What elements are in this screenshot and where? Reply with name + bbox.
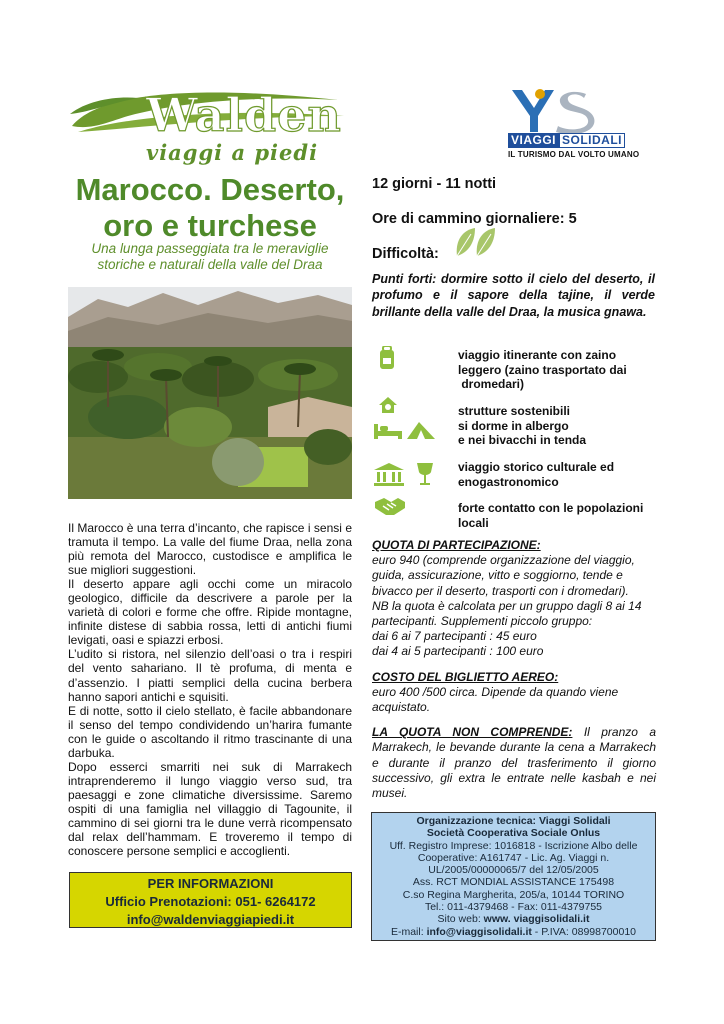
feature-line: viaggio storico culturale ed [458,460,615,474]
viaggi-solidali-logo [504,86,654,162]
difficulty-label: Difficoltà: [372,246,439,262]
org-email-row [372,926,655,938]
vs-wordmark [508,133,625,148]
org-line: UL/2005/00000065/7 del 12/05/2005 [428,864,599,877]
info-heading: PER INFORMAZIONI [147,876,274,891]
excluded-text: Il pranzo a Marrakech, le bevande durante la cena a Marrakech e durante il pranzo del trasferimento il giorno successivo, gli extra le entrate nelle kasbah e nei musei. [372,725,656,801]
eco-house-icon [378,396,398,414]
draa-valley-photo [68,287,352,499]
wine-glass-icon [415,462,435,486]
walden-logo [68,82,348,170]
quota-heading: QUOTA DI PARTECIPAZIONE: [372,538,541,552]
feature-line: dromedari) [458,377,525,391]
feature-culture [458,460,668,489]
site-label: Sito web: [437,913,484,926]
bed-icon [373,422,403,440]
backpack-icon [378,346,396,370]
feature-line: locali [458,515,489,530]
feature-local-contact [458,501,668,530]
trip-duration: 12 giorni - 11 notti [372,176,497,192]
flight-heading: COSTO DEL BIGLIETTO AEREO: [372,669,559,684]
vs-word-solidali: SOLIDALI [559,133,625,148]
quota-line: dai 6 ai 7 partecipanti : 45 euro [372,629,537,644]
intro-paragraph: Dopo esserci smarriti nei suk di Marrakech intraprenderemo il lungo viaggio verso sud, tra paesaggi e zone climatiche diversissime. Saremo ospiti di una famiglia nel villaggio di Tagounite, il cammino di sei giorni tra le dune verrà ricompensato dal relax dell’hammam. E troveremo il tempo di conoscere persone semplici e accoglienti. [68,759,352,859]
org-line: Società Cooperativa Sociale Onlus [426,827,601,840]
pricing-section [372,538,656,801]
org-line: C.so Regina Margherita, 205/a, 10144 TORINO [402,888,625,901]
quota-line: euro 940 (comprende organizzazione del viaggio, [372,553,635,568]
museum-icon [373,462,405,486]
intro-paragraph: Il deserto appare agli occhi come un miracolo geologico, difficile da descrivere a parole per la varietà di colori e forme che offre. Ripide montagne, infinite distese di sabbia rossa, letti di antichi fiumi levigati, oasi e spiazzi erbosi. [68,577,352,648]
org-line: Tel.: 011-4379468 - Fax: 011-4379755 [424,901,603,914]
feature-line: viaggio itinerante con zaino [458,348,617,362]
flight-line: acquistato. [372,700,431,715]
organization-box [371,812,656,941]
org-website-row [372,913,655,925]
org-line: Ass. RCT MONDIAL ASSISTANCE 175498 [412,876,615,889]
feature-itinerant [458,348,668,392]
quota-line: partecipanti. Supplementi piccolo gruppo: [372,614,593,629]
difficulty-leaves-icon [455,226,497,258]
strong-points: Punti forti: dormire sotto il cielo del deserto, il profumo e il sapore della tajine, il verde brillante della valle del Draa, la musica gnawa. [372,272,655,319]
quota-line: bivacco per il deserto, trasporti con i dromedari). [372,583,629,598]
vs-word-viaggi: VIAGGI [508,133,559,148]
email-label: E-mail: [390,925,427,938]
website-link[interactable]: www. viaggisolidali.it [483,913,590,926]
walden-name: Walden [146,88,342,142]
intro-text [68,521,352,858]
booking-phone[interactable]: Ufficio Prenotazioni: 051- 6264172 [105,894,316,909]
info-box [69,872,352,928]
org-line: Uff. Registro Imprese: 1016818 - Iscrizione Albo delle [389,839,638,852]
email-link[interactable]: info@viaggisolidali.it [426,925,532,938]
walden-tagline: viaggi a piedi [146,140,319,165]
intro-paragraph: E di notte, sotto il cielo stellato, è facile abbandonare il senso del tempo condividendo un’harira fumante con le guide o ascoltando il ritmo trascinante di una darbuka. [68,703,352,760]
vs-motto: IL TURISMO DAL VOLTO UMANO [508,150,640,159]
subtitle-line-2: storiche e naturali della valle del Draa [97,257,323,272]
feature-accommodation [458,404,668,448]
intro-paragraph: Il Marocco è una terra d’incanto, che rapisce i sensi e tramuta il tempo. La valle del fiume Draa, nella zona più remota del Marocco, custodisce e amplifica le sue migliori suggestioni. [68,521,352,578]
vat-number: - P.IVA: 08998700010 [531,925,637,938]
flight-line: euro 400 /500 circa. Dipende da quando viene [372,684,619,699]
page-title [60,172,360,244]
excluded-block [372,725,656,801]
title-line-2: oro e turchese [103,208,317,243]
quota-line: dai 4 ai 5 partecipanti : 100 euro [372,644,544,659]
tent-icon [405,420,437,440]
feature-line: enogastronomico [458,474,559,489]
feature-line: leggero (zaino trasportato dai [458,362,627,377]
booking-email[interactable]: info@waldenviaggiapiedi.it [126,912,295,927]
handshake-icon [374,496,406,516]
walking-hours: Ore di cammino giornaliere: 5 [372,211,577,227]
org-line: Cooperative: A161747 - Lic. Ag. Viaggi n. [417,851,610,864]
title-line-1: Marocco. Deserto, [75,172,345,207]
ys-monogram-icon [504,86,654,134]
quota-line: guida, assicurazione, vitto e soggiorno, tende e [372,568,623,583]
excluded-heading: LA QUOTA NON COMPRENDE: [372,725,573,740]
feature-line: strutture sostenibili [458,404,571,418]
quota-line: NB la quota è calcolata per un gruppo dagli 8 ai 14 [372,598,642,613]
feature-line: e nei bivacchi in tenda [458,433,587,447]
feature-line: si dorme in albergo [458,418,569,433]
feature-line: forte contatto con le popolazioni [458,501,644,515]
subtitle-line-1: Una lunga passeggiata tra le meraviglie [91,241,329,256]
page-subtitle [60,241,360,273]
intro-paragraph: L’udito si ristora, nel silenzio dell’oasi o tra i respiri del vento sahariano. Il tè profuma, di menta e d’assenzio. I piatti semplici della cucina berbera hanno sapori antichi e squisiti. [68,647,352,704]
org-line: Organizzazione tecnica: Viaggi Solidali [416,815,611,827]
